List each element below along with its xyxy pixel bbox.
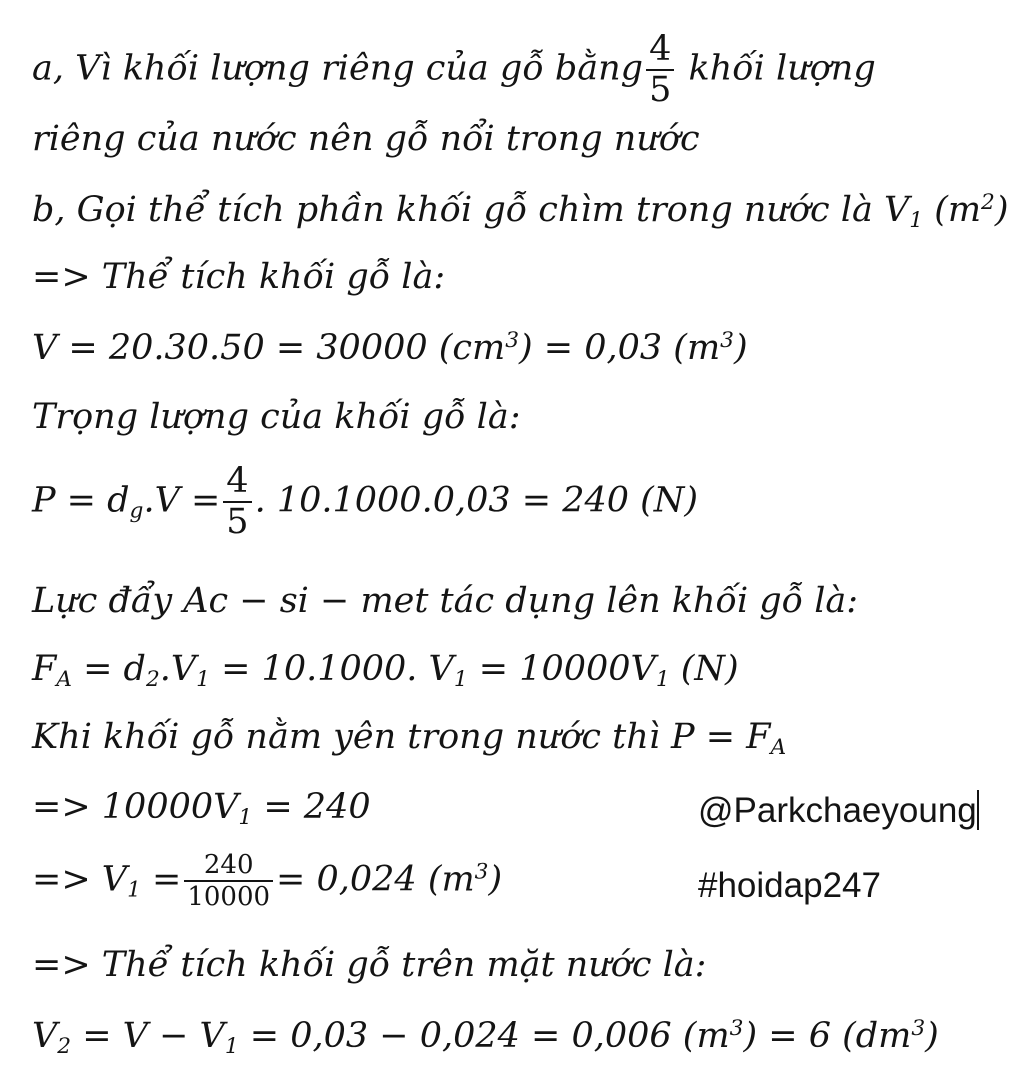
text-cursor (977, 790, 979, 830)
line-14: $V_2 = V - V_1 = 0,03 - 0,024 = 0,006$ $(m^3) = 6$ $(dm^3)$ (32, 1015, 939, 1059)
fraction-4-5: $\frac{4}{5}$ (223, 464, 251, 540)
line-4: => Thể tích khối gỗ là: (32, 257, 446, 297)
line-3: b, Gọi thể tích phần khối gỗ chìm trong nước là $V_1$ $(m^2)$ (32, 189, 1009, 233)
line-8: Lực đẩy Ac − si − met tác dụng lên khối gỗ là: (32, 581, 859, 621)
line-12: => $V_1$ = $\frac{240}{10000}$ = 0,024 $(m^3)$ (32, 850, 503, 912)
site-tag: #hoidap247 (698, 866, 881, 905)
line-11: => $10000V_1 = 240$ (32, 787, 371, 831)
fraction-240-10000: $\frac{240}{10000}$ (184, 852, 273, 910)
line-2: riêng của nước nên gỗ nổi trong nước (32, 119, 700, 159)
author-tag: @Parkchaeyoung (698, 791, 977, 830)
line-6: Trọng lượng của khối gỗ là: (32, 397, 521, 437)
line-7: $P = d_g.V$ = $\frac{4}{5}$ . 10.1000.0,03 = 240 (N) (32, 461, 699, 542)
line-9: $F_A = d_2.V_1 = 10.1000$. $V_1 = 10000V_1$ (N) (32, 649, 739, 693)
line-1: a, Vì khối lượng riêng của gỗ bằng $\frac{4}{5}$ khối lượng (32, 29, 876, 110)
line-13: => Thể tích khối gỗ trên mặt nước là: (32, 945, 707, 985)
line-10: Khi khối gỗ nằm yên trong nước thì $P = F_A$ (32, 717, 787, 761)
line-5: V = 20.30.50 = 30000 $(cm^3) = 0,03$ $(m^3)$ (32, 327, 748, 368)
fraction-4-5: $\frac{4}{5}$ (646, 32, 674, 108)
